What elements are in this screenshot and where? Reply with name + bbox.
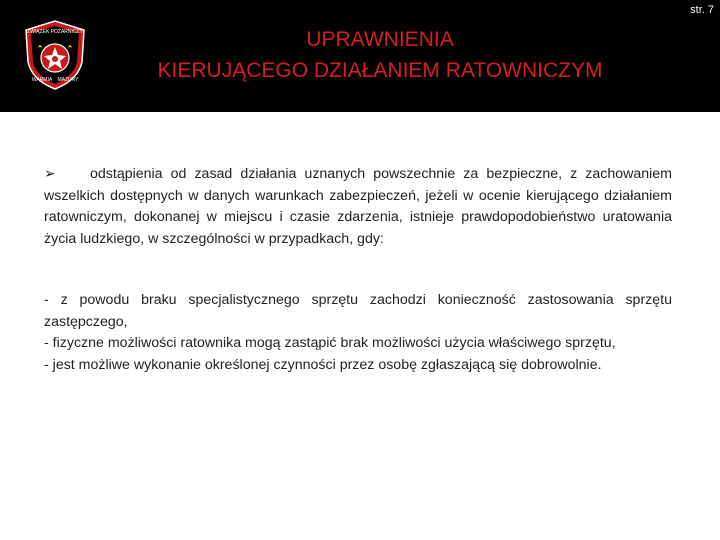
page-number: str. 7 <box>690 4 714 16</box>
title-line-2: KIERUJĄCEGO DZIAŁANIEM RATOWNICZYM <box>157 59 603 82</box>
arrow-bullet-icon: ➢ <box>44 166 56 182</box>
main-paragraph <box>44 164 672 250</box>
header-bar <box>0 0 720 112</box>
list-item: - z powodu braku specjalistycznego sprzętu zachodzi konieczność zastosowania sprzętu zastępczego, <box>44 292 672 330</box>
list-item: - fizyczne możliwości ratownika mogą zastąpić brak możliwości użycia właściwego sprzętu, <box>44 335 616 351</box>
svg-text:ZWIĄZEK POŻARNICZY: ZWIĄZEK POŻARNICZY <box>27 29 83 35</box>
list-item: - jest możliwe wykonanie określonej czynności przez osobę zgłaszającą się dobrowolnie. <box>44 356 602 373</box>
conditions-list <box>44 290 672 376</box>
svg-text:WARMIA: WARMIA <box>31 77 53 83</box>
paragraph-text: odstąpienia od zasad działania uznanych powszechnie za bezpieczne, z zachowaniem wszelkich dostępnych w danych warunkach zabezpieczeń, jeżeli w ocenie kierującego działaniem ratowniczym, dokonanej w miejscu i czasie zdarzenia, istnieje prawdopodobieństwo uratowania życia ludzkiego, w szczególności w przypadkach, gdy: <box>44 166 672 247</box>
fire-brigade-emblem-icon <box>18 18 92 92</box>
slide-title <box>110 24 650 86</box>
title-line-1: UPRAWNIENIA <box>306 28 454 51</box>
svg-text:MAZURY: MAZURY <box>57 77 79 83</box>
content-area <box>0 112 720 540</box>
